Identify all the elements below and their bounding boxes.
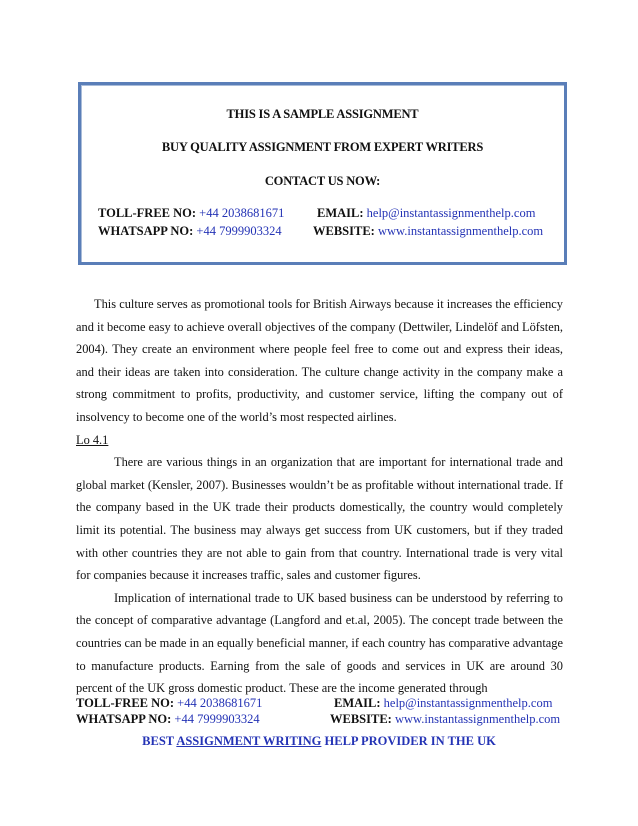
tagline-prefix: BEST [142,734,177,748]
banner-whatsapp [98,224,282,239]
footer-email [334,696,552,711]
banner-subtitle: BUY QUALITY ASSIGNMENT FROM EXPERT WRITERS [161,140,484,154]
banner-email-label: EMAIL: [317,206,364,220]
footer-website-link[interactable]: www.instantassignmenthelp.com [394,712,561,726]
banner-website [313,224,543,239]
tagline-suffix: HELP PROVIDER IN THE UK [321,734,496,748]
paragraph-culture: This culture serves as promotional tools for British Airways because it increases the efficiency and it become easy to achieve overall objectives of the company (Dettwiler, Lindelöf and Löfsten, 2004). They create an environment where people feel free to come out and express their ideas, and their ideas are taken into consideration. The culture change activity in the company make a strong commitment to profits, productivity, and customer service, lifting the company out of insolvency to become one of the world’s most respected airlines. [76,297,563,424]
banner-whatsapp-number[interactable]: +44 7999903324 [196,224,282,238]
section-heading-lo-4-1: Lo 4.1 [76,432,109,447]
footer-whatsapp [76,712,260,727]
banner-title: THIS IS A SAMPLE ASSIGNMENT [226,107,419,121]
banner-tollfree-label: TOLL-FREE NO: [98,206,197,220]
sample-banner [78,82,567,265]
footer-website-label: WEBSITE: [330,712,392,726]
banner-contact-heading: CONTACT US NOW: [264,174,381,188]
banner-email-link[interactable]: help@instantassignmenthelp.com [366,206,536,220]
footer-tollfree [76,696,262,711]
banner-tollfree-number[interactable]: +44 2038681671 [199,206,285,220]
banner-whatsapp-label: WHATSAPP NO: [98,224,194,238]
footer-whatsapp-label: WHATSAPP NO: [76,712,172,726]
footer-email-label: EMAIL: [334,696,381,710]
banner-email [317,206,535,221]
banner-website-label: WEBSITE: [313,224,375,238]
paragraph-comparative-advantage: Implication of international trade to UK based business can be understood by referring to the concept of comparative advantage (Langford and et.al, 2005). The concept trade between the countries can be made in an equally beneficial manner, if each country has comparative advantage to manufacture products. Earning from the sale of goods and services in UK are around 30 percent of the UK gross domestic product. These are the income generated through [76,590,563,696]
assignment-writing-link[interactable]: ASSIGNMENT WRITING [176,734,322,748]
footer-whatsapp-number[interactable]: +44 7999903324 [174,712,260,726]
footer-tagline [0,734,638,749]
paragraph-international-trade: There are various things in an organization that are important for international trade and global market (Kensler, 2007). Businesses wouldn’t be as profitable without international trade. If the company based in the UK trade their products domestically, the country would completely limit its potential. The business may always get success from UK customers, but if they traded with other countries they are not able to gain from that country. International trade is very vital for companies because it increases traffic, sales and customer figures. [76,455,563,583]
banner-website-link[interactable]: www.instantassignmenthelp.com [377,224,544,238]
footer-website [330,712,560,727]
footer-tollfree-label: TOLL-FREE NO: [76,696,175,710]
footer-email-link[interactable]: help@instantassignmenthelp.com [383,696,553,710]
footer-tollfree-number[interactable]: +44 2038681671 [177,696,263,710]
body-content [76,293,563,700]
banner-tollfree [98,206,284,221]
